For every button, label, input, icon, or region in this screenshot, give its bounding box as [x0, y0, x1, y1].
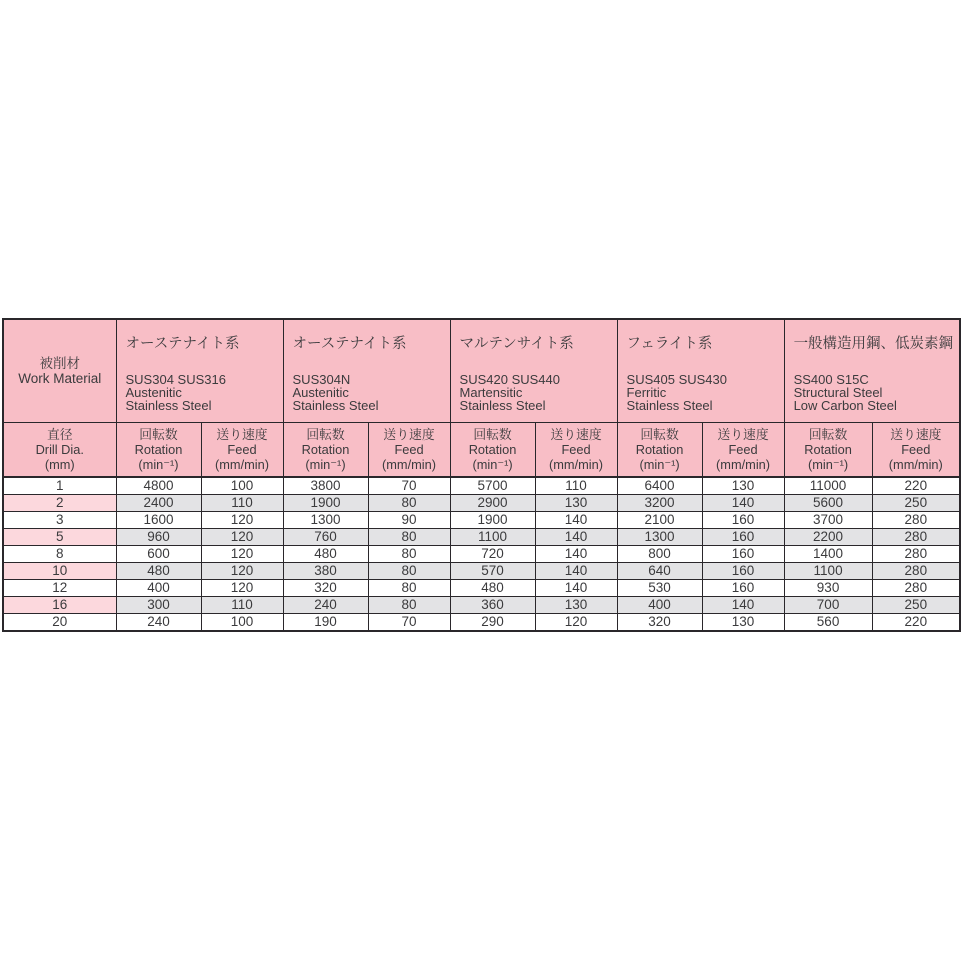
feed-label-jp-3: 送り速度: [717, 426, 769, 442]
dia-cell: 10: [3, 563, 116, 580]
value-cell: 1300: [617, 529, 702, 546]
material-type-jp-2: マルテンサイト系: [459, 336, 574, 352]
value-cell: 1600: [116, 512, 201, 529]
rotation-label-jp-3: 回転数: [640, 426, 679, 442]
material-name-en-line1-4: Structural Steel: [793, 384, 883, 400]
dia-cell: 16: [3, 597, 116, 614]
value-cell: 160: [702, 529, 784, 546]
value-cell: 320: [617, 614, 702, 632]
value-cell: 280: [872, 563, 960, 580]
value-cell: 120: [535, 614, 617, 632]
value-cell: 560: [784, 614, 872, 632]
data-rows-body: [3, 477, 960, 631]
value-cell: 70: [368, 477, 450, 495]
feed-label-en-3: Feed: [728, 441, 758, 457]
rotation-label-en-2: Rotation: [468, 441, 517, 457]
rotation-label-jp-0: 回転数: [139, 426, 178, 442]
value-cell: 70: [368, 614, 450, 632]
rotation-label-unit-3: (min⁻¹): [639, 456, 680, 472]
feed-column-header-cell-1: [368, 422, 450, 477]
table-row-dia-10: [3, 563, 960, 580]
value-cell: 120: [201, 529, 283, 546]
value-cell: 600: [116, 546, 201, 563]
feed-label-jp-1: 送り速度: [383, 426, 435, 442]
value-cell: 130: [535, 597, 617, 614]
value-cell: 130: [535, 495, 617, 512]
value-cell: 140: [702, 597, 784, 614]
material-header-cell-2: [450, 319, 617, 422]
material-name-en-line2-1: Stainless Steel: [292, 397, 379, 413]
table-row-dia-16: [3, 597, 960, 614]
value-cell: 2400: [116, 495, 201, 512]
value-cell: 480: [116, 563, 201, 580]
value-cell: 140: [535, 529, 617, 546]
feed-label-unit-0: (mm/min): [214, 456, 270, 472]
value-cell: 250: [872, 495, 960, 512]
value-cell: 80: [368, 597, 450, 614]
value-cell: 160: [702, 580, 784, 597]
dia-cell: 8: [3, 546, 116, 563]
dia-label-en: Drill Dia.: [35, 441, 84, 457]
rotation-label-jp-1: 回転数: [306, 426, 345, 442]
material-grades-4: SS400 S15C: [793, 372, 869, 387]
value-cell: 80: [368, 529, 450, 546]
rotation-column-header-cell-4: [784, 422, 872, 477]
material-name-en-line1-0: Austenitic: [125, 384, 182, 400]
value-cell: 110: [535, 477, 617, 495]
value-cell: 1100: [450, 529, 535, 546]
work-material-label-jp: 被削材: [39, 355, 80, 371]
material-header-cell-0: [116, 319, 283, 422]
value-cell: 220: [872, 614, 960, 632]
value-cell: 160: [702, 563, 784, 580]
work-material-header-cell: [3, 319, 116, 422]
value-cell: 640: [617, 563, 702, 580]
value-cell: 1900: [283, 495, 368, 512]
value-cell: 120: [201, 563, 283, 580]
value-cell: 250: [872, 597, 960, 614]
table-row-dia-2: [3, 495, 960, 512]
value-cell: 280: [872, 529, 960, 546]
value-cell: 100: [201, 614, 283, 632]
material-header-row: [3, 319, 960, 422]
value-cell: 110: [201, 597, 283, 614]
feed-column-header-cell-2: [535, 422, 617, 477]
value-cell: 1100: [784, 563, 872, 580]
value-cell: 400: [116, 580, 201, 597]
rotation-label-unit-1: (min⁻¹): [305, 456, 346, 472]
material-header-cell-4: [784, 319, 960, 422]
value-cell: 4800: [116, 477, 201, 495]
dia-cell: 3: [3, 512, 116, 529]
value-cell: 5700: [450, 477, 535, 495]
material-grades-0: SUS304 SUS316: [125, 372, 226, 387]
dia-cell: 20: [3, 614, 116, 632]
value-cell: 140: [535, 546, 617, 563]
value-cell: 3800: [283, 477, 368, 495]
value-cell: 760: [283, 529, 368, 546]
value-cell: 2100: [617, 512, 702, 529]
value-cell: 930: [784, 580, 872, 597]
rotation-column-header-cell-1: [283, 422, 368, 477]
value-cell: 360: [450, 597, 535, 614]
value-cell: 80: [368, 580, 450, 597]
rotation-label-unit-0: (min⁻¹): [138, 456, 179, 472]
feed-label-en-1: Feed: [394, 441, 424, 457]
value-cell: 280: [872, 546, 960, 563]
value-cell: 800: [617, 546, 702, 563]
material-type-jp-3: フェライト系: [626, 336, 713, 352]
value-cell: 290: [450, 614, 535, 632]
table-row-dia-20: [3, 614, 960, 632]
material-name-en-line2-3: Stainless Steel: [626, 397, 713, 413]
value-cell: 110: [201, 495, 283, 512]
value-cell: 120: [201, 546, 283, 563]
material-header-cell-3: [617, 319, 784, 422]
value-cell: 80: [368, 495, 450, 512]
value-cell: 570: [450, 563, 535, 580]
value-cell: 130: [702, 477, 784, 495]
table-row-dia-8: [3, 546, 960, 563]
material-name-en-line1-2: Martensitic: [459, 384, 523, 400]
feed-label-en-4: Feed: [901, 441, 931, 457]
value-cell: 240: [283, 597, 368, 614]
value-cell: 720: [450, 546, 535, 563]
value-cell: 300: [116, 597, 201, 614]
table-row-dia-1: [3, 477, 960, 495]
material-name-en-line2-4: Low Carbon Steel: [793, 397, 897, 413]
material-grades-2: SUS420 SUS440: [459, 372, 560, 387]
feed-label-jp-2: 送り速度: [550, 426, 602, 442]
value-cell: 5600: [784, 495, 872, 512]
value-cell: 80: [368, 546, 450, 563]
rotation-label-en-3: Rotation: [635, 441, 684, 457]
value-cell: 400: [617, 597, 702, 614]
value-cell: 11000: [784, 477, 872, 495]
material-name-en-line2-0: Stainless Steel: [125, 397, 212, 413]
value-cell: 240: [116, 614, 201, 632]
value-cell: 90: [368, 512, 450, 529]
material-header-cell-1: [283, 319, 450, 422]
value-cell: 280: [872, 580, 960, 597]
value-cell: 100: [201, 477, 283, 495]
material-type-jp-1: オーステナイト系: [292, 336, 407, 352]
rotation-label-en-4: Rotation: [804, 441, 852, 457]
dia-label-unit: (mm): [44, 456, 75, 472]
table-row-dia-5: [3, 529, 960, 546]
value-cell: 140: [702, 495, 784, 512]
material-type-jp-4: 一般構造用鋼、低炭素鋼: [793, 336, 954, 352]
value-cell: 160: [702, 546, 784, 563]
value-cell: 380: [283, 563, 368, 580]
value-cell: 3700: [784, 512, 872, 529]
value-cell: 700: [784, 597, 872, 614]
feed-label-en-0: Feed: [227, 441, 257, 457]
material-name-en-line1-3: Ferritic: [626, 384, 667, 400]
value-cell: 140: [535, 580, 617, 597]
feed-label-unit-4: (mm/min): [888, 456, 943, 472]
value-cell: 3200: [617, 495, 702, 512]
material-name-en-line2-2: Stainless Steel: [459, 397, 546, 413]
value-cell: 130: [702, 614, 784, 632]
rotation-label-unit-4: (min⁻¹): [807, 456, 849, 472]
value-cell: 1300: [283, 512, 368, 529]
dia-cell: 2: [3, 495, 116, 512]
value-cell: 480: [283, 546, 368, 563]
value-cell: 140: [535, 563, 617, 580]
value-cell: 140: [535, 512, 617, 529]
feed-column-header-cell-0: [201, 422, 283, 477]
feed-label-unit-1: (mm/min): [382, 456, 437, 472]
dia-cell: 1: [3, 477, 116, 495]
material-grades-3: SUS405 SUS430: [626, 372, 727, 387]
value-cell: 2200: [784, 529, 872, 546]
value-cell: 160: [702, 512, 784, 529]
drilling-conditions-table: [2, 318, 961, 632]
feed-column-header-cell-4: [872, 422, 960, 477]
value-cell: 480: [450, 580, 535, 597]
value-cell: 280: [872, 512, 960, 529]
value-cell: 220: [872, 477, 960, 495]
feed-label-unit-2: (mm/min): [549, 456, 604, 472]
material-type-jp-0: オーステナイト系: [125, 336, 240, 352]
material-grades-1: SUS304N: [292, 372, 351, 387]
rotation-label-en-0: Rotation: [134, 441, 183, 457]
feed-label-jp-0: 送り速度: [216, 426, 268, 442]
feed-label-unit-3: (mm/min): [716, 456, 771, 472]
value-cell: 2900: [450, 495, 535, 512]
feed-label-en-2: Feed: [561, 441, 591, 457]
work-material-label-en: Work Material: [18, 370, 102, 386]
feed-label-jp-4: 送り速度: [890, 426, 942, 442]
value-cell: 6400: [617, 477, 702, 495]
value-cell: 120: [201, 580, 283, 597]
rotation-label-jp-2: 回転数: [473, 426, 512, 442]
feed-column-header-cell-3: [702, 422, 784, 477]
dia-label-jp: 直径: [46, 426, 73, 442]
rotation-column-header-cell-2: [450, 422, 535, 477]
table-row-dia-12: [3, 580, 960, 597]
rotation-label-unit-2: (min⁻¹): [472, 456, 513, 472]
rotation-label-jp-4: 回転数: [808, 426, 848, 442]
material-name-en-line1-1: Austenitic: [292, 384, 349, 400]
value-cell: 1400: [784, 546, 872, 563]
value-cell: 120: [201, 512, 283, 529]
value-cell: 530: [617, 580, 702, 597]
rotation-label-en-1: Rotation: [301, 441, 350, 457]
value-cell: 190: [283, 614, 368, 632]
dia-cell: 12: [3, 580, 116, 597]
column-header-row: [3, 422, 960, 477]
value-cell: 1900: [450, 512, 535, 529]
rotation-column-header-cell-3: [617, 422, 702, 477]
dia-cell: 5: [3, 529, 116, 546]
value-cell: 320: [283, 580, 368, 597]
rotation-column-header-cell-0: [116, 422, 201, 477]
table-row-dia-3: [3, 512, 960, 529]
value-cell: 80: [368, 563, 450, 580]
dia-column-header-cell: [3, 422, 116, 477]
value-cell: 960: [116, 529, 201, 546]
